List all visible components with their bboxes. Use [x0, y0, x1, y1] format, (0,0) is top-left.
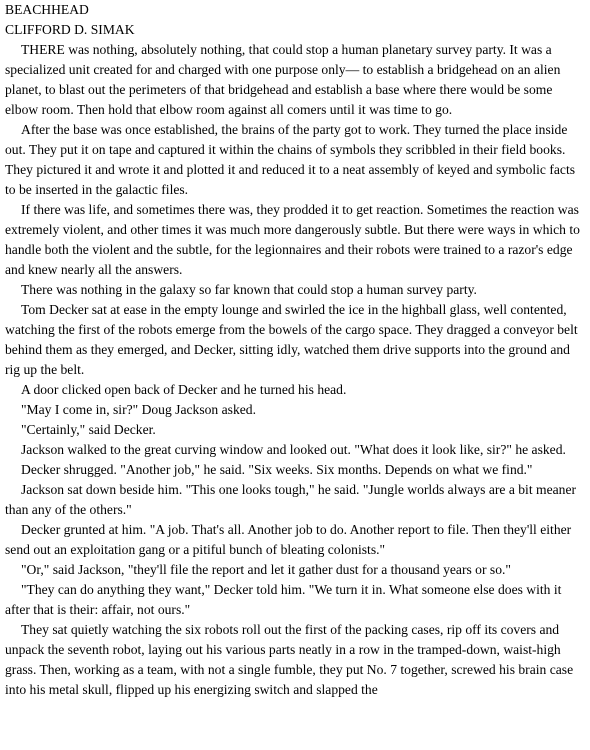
- document-page: [5, 0, 585, 700]
- paragraph-5: Tom Decker sat at ease in the empty lounge and swirled the ice in the highball glass, well contented, watching the first of the robots emerge from the bowels of the cargo space. They dragged a conveyor belt behind them as they emerged, and Decker, sitting idly, watched them drive supports into the ground and rig up the belt.: [5, 302, 578, 377]
- paragraph-13: "Or," said Jackson, "they'll file the report and let it gather dust for a thousand years or so.": [21, 562, 511, 577]
- paragraph-8: "Certainly," said Decker.: [21, 422, 156, 437]
- paragraph-15: They sat quietly watching the six robots roll out the first of the packing cases, rip off its covers and unpack the seventh robot, laying out his various parts neatly in a row in the tramped-down, waist-high grass. Then, working as a team, with not a single fumble, they put No. 7 together, screwed his brain case into his metal skull, flipped up his energizing switch and slapped the: [5, 622, 574, 697]
- paragraph-9: Jackson walked to the great curving window and looked out. "What does it look like, sir?" he asked.: [21, 442, 566, 457]
- paragraph-10: Decker shrugged. "Another job," he said. "Six weeks. Six months. Depends on what we find.": [21, 462, 533, 477]
- story-title: BEACHHEAD: [5, 2, 89, 17]
- story-author: CLIFFORD D. SIMAK: [5, 22, 135, 37]
- paragraph-4: There was nothing in the galaxy so far known that could stop a human survey party.: [21, 282, 477, 297]
- paragraph-14: "They can do anything they want," Decker told him. "We turn it in. What someone else does with it after that is their: affair, not ours.": [5, 582, 562, 617]
- paragraph-6: A door clicked open back of Decker and he turned his head.: [21, 382, 347, 397]
- paragraph-1: THERE was nothing, absolutely nothing, that could stop a human planetary survey party. It was a specialized unit created for and charged with one purpose only— to establish a bridgehead on an alien planet, to blast out the perimeters of that bridgehead and establish a base where there would be some elbow room. Then hold that elbow room against all comers until it was time to go.: [5, 42, 561, 117]
- paragraph-11: Jackson sat down beside him. "This one looks tough," he said. "Jungle worlds always are a bit meaner than any of the others.": [5, 482, 577, 517]
- paragraph-7: "May I come in, sir?" Doug Jackson asked.: [21, 402, 256, 417]
- paragraph-2: After the base was once established, the brains of the party got to work. They turned the place inside out. They put it on tape and captured it within the chains of symbols they scribbled in their field books. They pictured it and wrote it and plotted it and reduced it to a neat assembly of keyed and symbolic facts to be inserted in the galactic files.: [5, 122, 576, 197]
- paragraph-3: If there was life, and sometimes there was, they prodded it to get reaction. Sometimes the reaction was extremely violent, and other times it was much more dangerously subtle. But there were ways in which to handle both the violent and the subtle, for the legionnaires and their robots were trained to a razor's edge and knew nearly all the answers.: [5, 202, 580, 277]
- paragraph-12: Decker grunted at him. "A job. That's all. Another job to do. Another report to file. Then they'll either send out an exploitation gang or a pitiful bunch of bleating colonists.": [5, 522, 572, 557]
